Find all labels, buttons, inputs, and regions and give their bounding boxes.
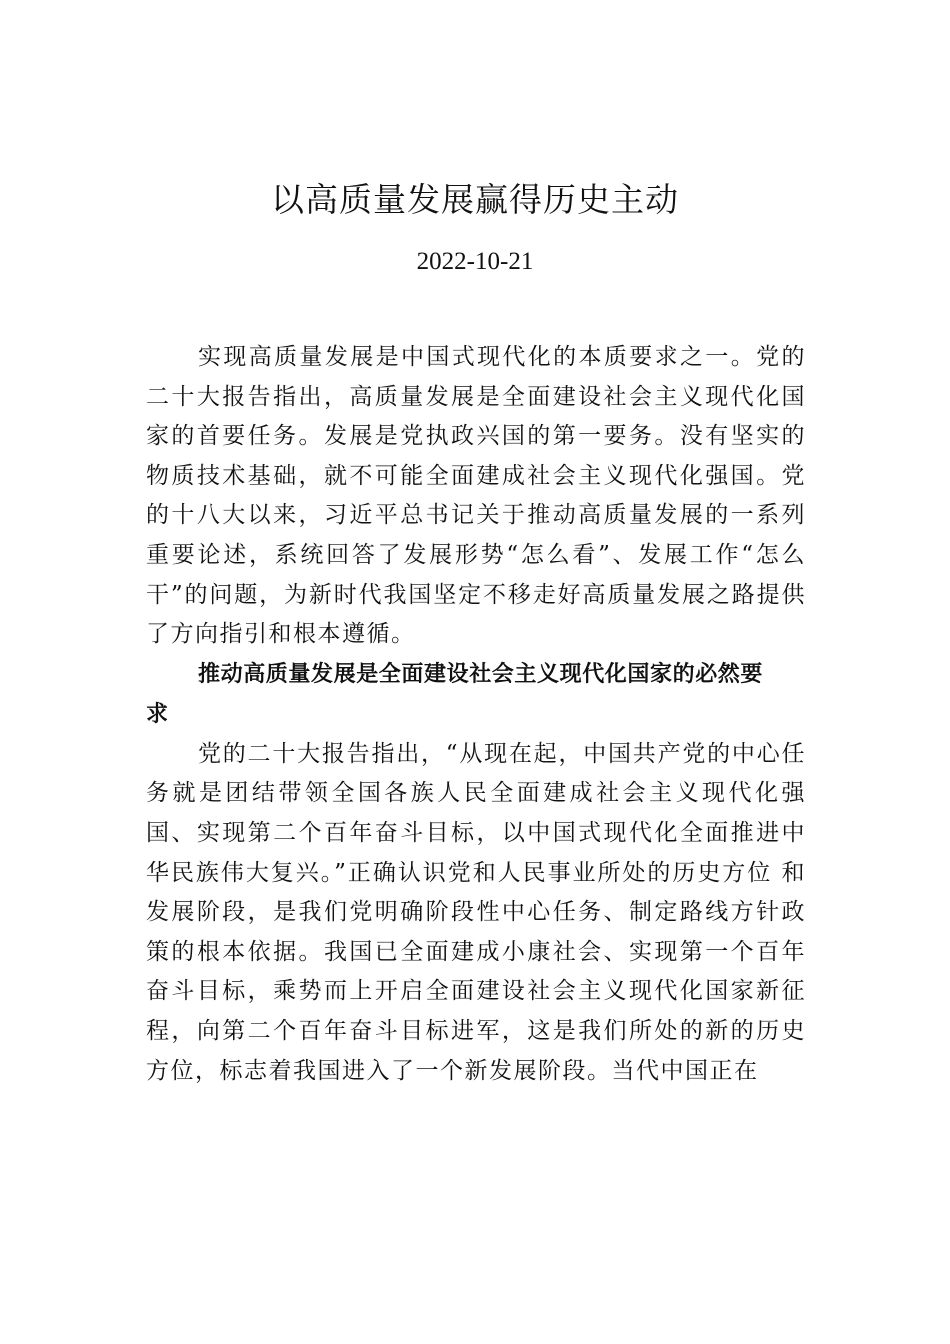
- section-heading: 推动高质量发展是全面建设社会主义现代化国家的必然要求: [146, 661, 764, 727]
- paragraph: 实现高质量发展是中国式现代化的本质要求之一。党的二十大报告指出，高质量发展是全面建设社会主义现代化国家的首要任务。发展是党执政兴国的第一要务。没有坚实的物质技术基础，就不可能全面建成社会主义现代化强国。党的十八大以来，习近平总书记关于推动高质量发展的一系列重要论述，系统回答了发展形势“怎么看”、发展工作“怎么干”的问题，为新时代我国坚定不移走好高质量发展之路提供了方向指引和根本遵循。: [146, 344, 806, 648]
- paragraph: 党的二十大报告指出，“从现在起，中国共产党的中心任务就是团结带领全国各族人民全面建成社会主义现代化强国、实现第二个百年奋斗目标，以中国式现代化全面推进中华民族伟大复兴。”正确认识党和人民事业所处的历史方位 和发展阶段，是我们党明确阶段性中心任务、制定路线方针政策的根本依据。我国已全面建成小康社会、实现第一个百年奋斗目标，乘势而上开启全面建设社会主义现代化国家新征程，向第二个百年奋斗目标进军，这是我们所处的新的历史方位，标志着我国进入了一个新发展阶段。当代中国正在: [146, 740, 806, 1084]
- document-body: [146, 338, 806, 1091]
- document-title: 以高质量发展赢得历史主动: [271, 180, 679, 219]
- document-date: 2022-10-21: [416, 248, 534, 275]
